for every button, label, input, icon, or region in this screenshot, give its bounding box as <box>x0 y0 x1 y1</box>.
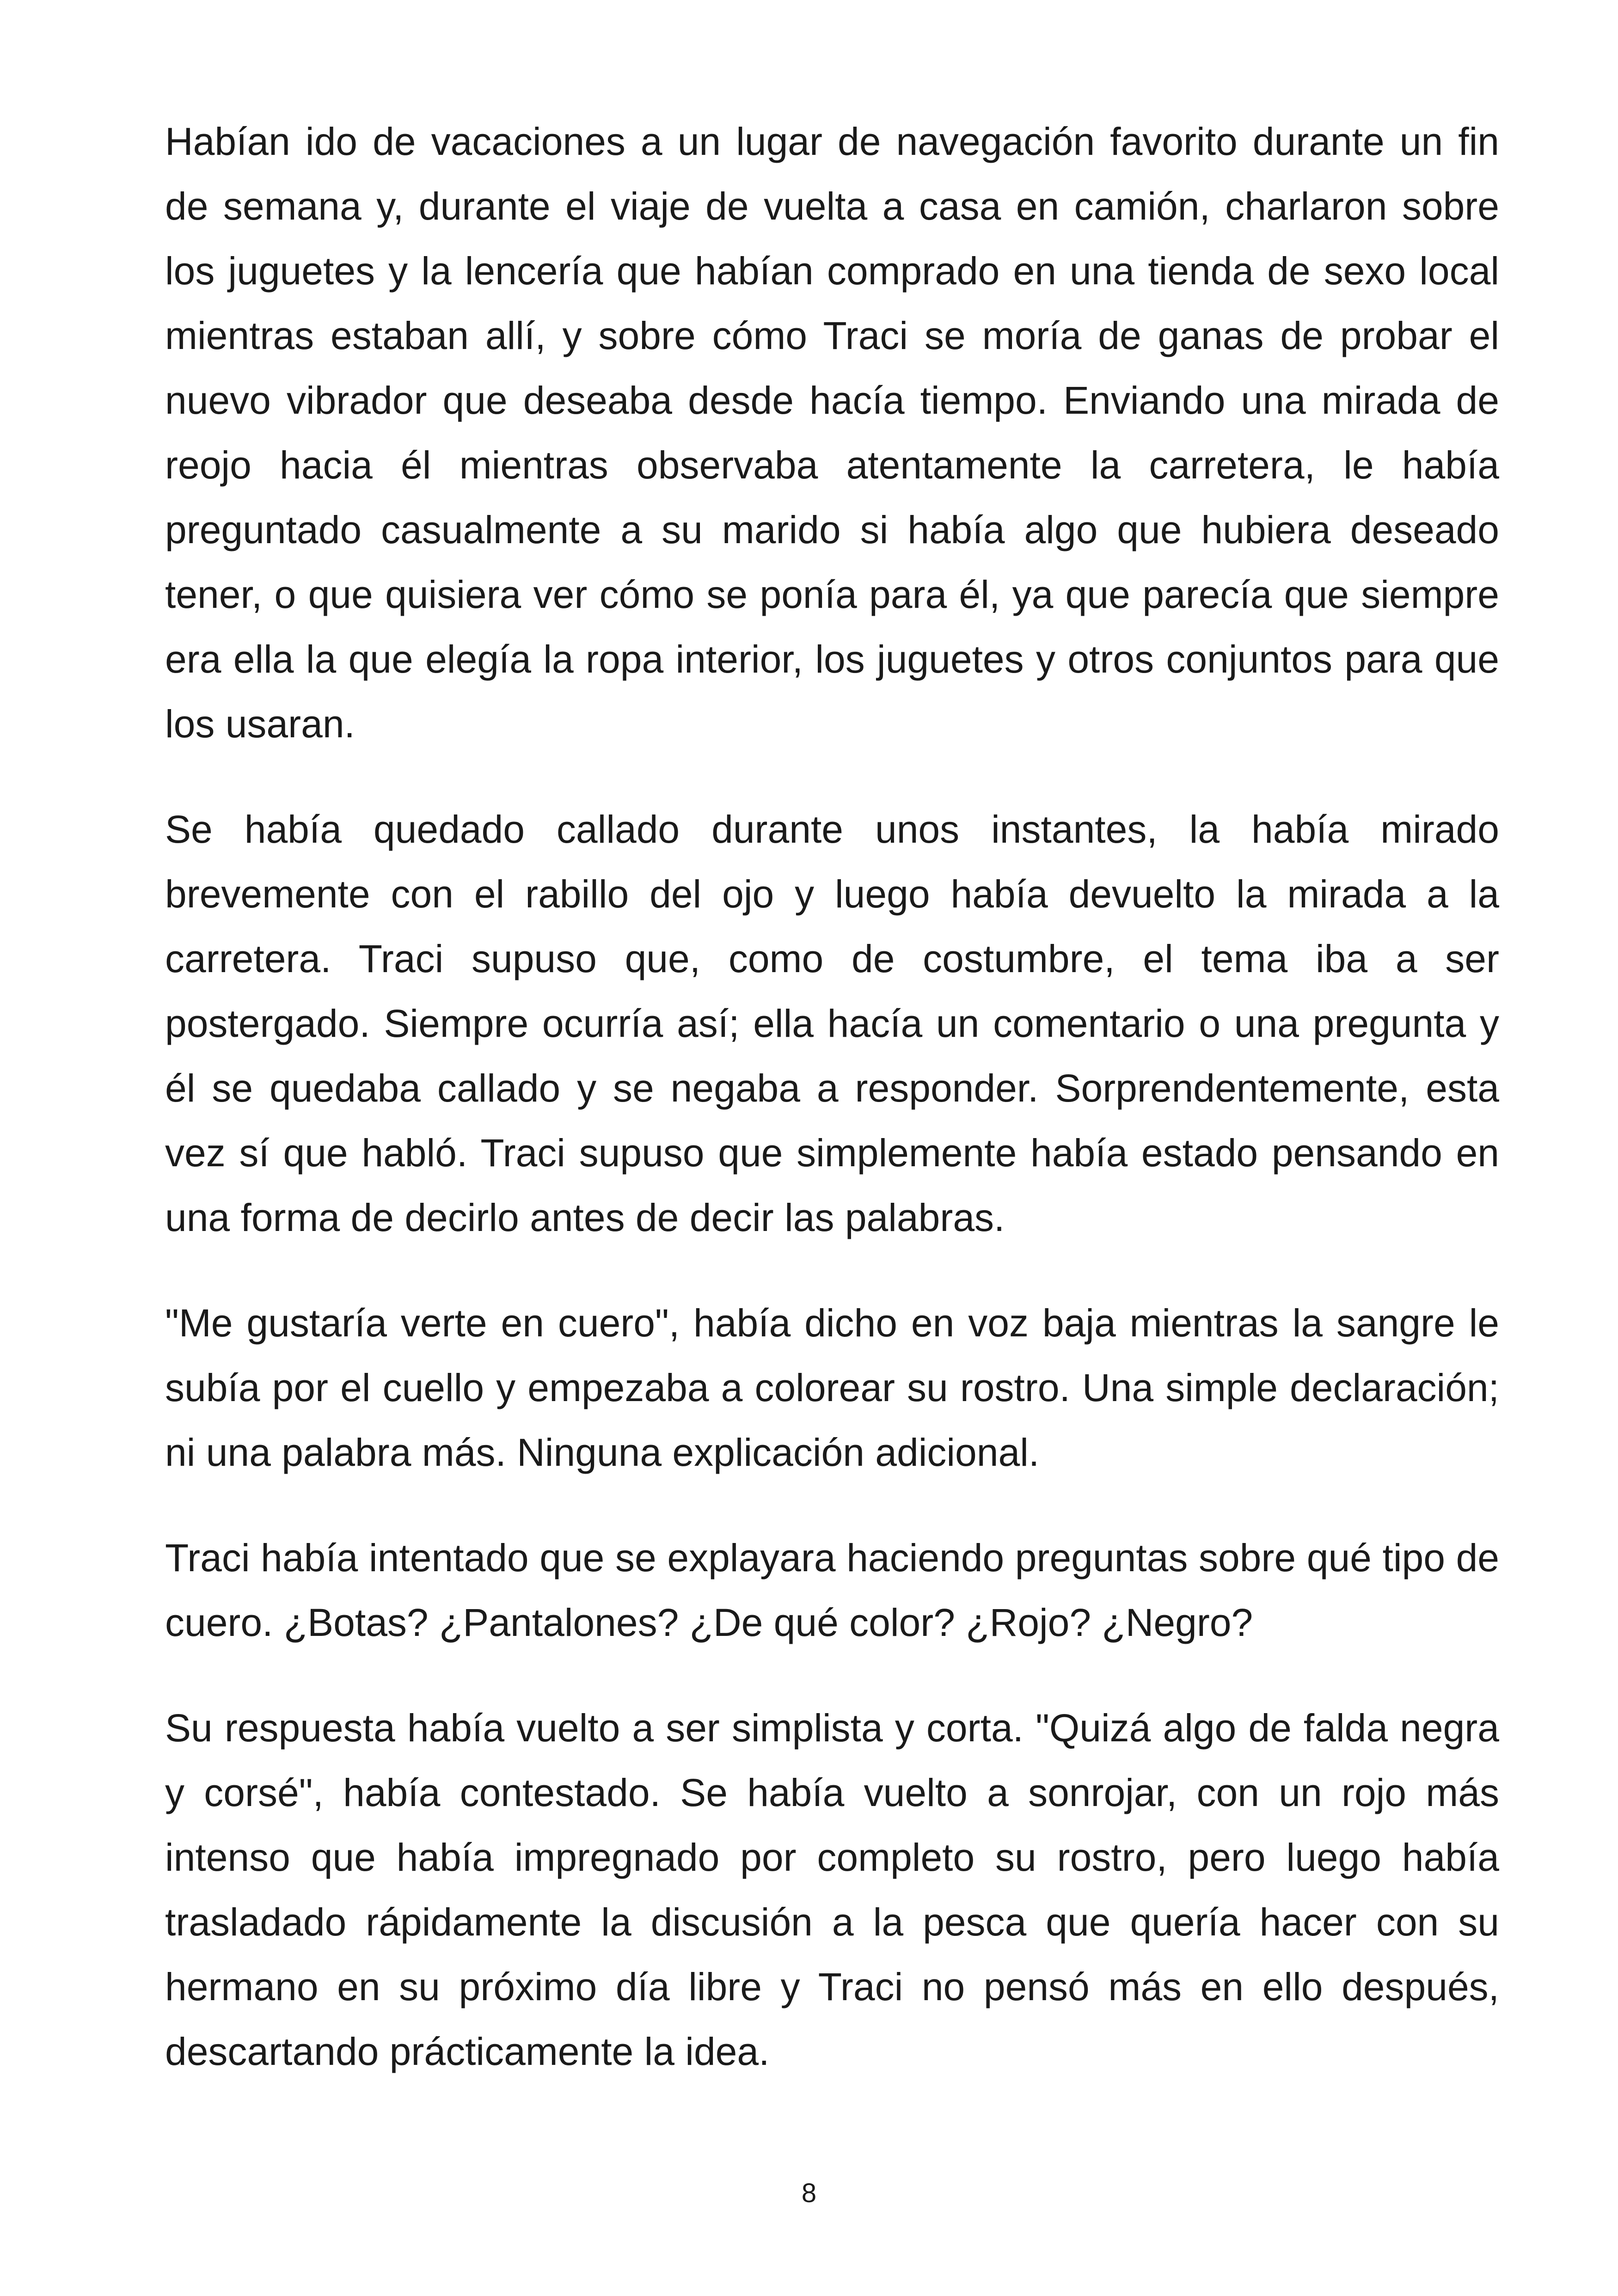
paragraph: Traci había intentado que se explayara haciendo preguntas sobre qué tipo de cuero. ¿Botas? ¿Pantalones? ¿De qué color? ¿Rojo? ¿Negro? <box>165 1536 1499 1644</box>
paragraph: "Me gustaría verte en cuero", había dicho en voz baja mientras la sangre le subía por el cuello y empezaba a colorear su rostro. Una simple declaración; ni una palabra más. Ninguna explicación adicional. <box>165 1301 1499 1474</box>
paragraph: Se había quedado callado durante unos instantes, la había mirado brevemente con el rabillo del ojo y luego había devuelto la mirada a la carretera. Traci supuso que, como de costumbre, el tema iba a ser postergado. Siempre ocurría así; ella hacía un comentario o una pregunta y él se quedaba callado y se negaba a responder. Sorprendentemente, esta vez sí que habló. Traci supuso que simplemente había estado pensando en una forma de decirlo antes de decir las palabras. <box>165 808 1499 1239</box>
page-number: 8 <box>801 2178 817 2208</box>
paragraph: Su respuesta había vuelto a ser simplista y corta. "Quizá algo de falda negra y corsé", había contestado. Se había vuelto a sonrojar, con un rojo más intenso que había impregnado por completo su rostro, pero luego había trasladado rápidamente la discusión a la pesca que quería hacer con su hermano en su próximo día libre y Traci no pensó más en ello después, descartando prácticamente la idea. <box>165 1706 1499 2073</box>
paragraph: Habían ido de vacaciones a un lugar de navegación favorito durante un fin de semana y, durante el viaje de vuelta a casa en camión, charlaron sobre los juguetes y la lencería que habían comprado en una tienda de sexo local mientras estaban allí, y sobre cómo Traci se moría de ganas de probar el nuevo vibrador que deseaba desde hacía tiempo. Enviando una mirada de reojo hacia él mientras observaba atentamente la carretera, le había preguntado casualmente a su marido si había algo que hubiera deseado tener, o que quisiera ver cómo se ponía para él, ya que parecía que siempre era ella la que elegía la ropa interior, los juguetes y otros conjuntos para que los usaran. <box>165 120 1499 746</box>
body-text <box>165 109 1499 2125</box>
